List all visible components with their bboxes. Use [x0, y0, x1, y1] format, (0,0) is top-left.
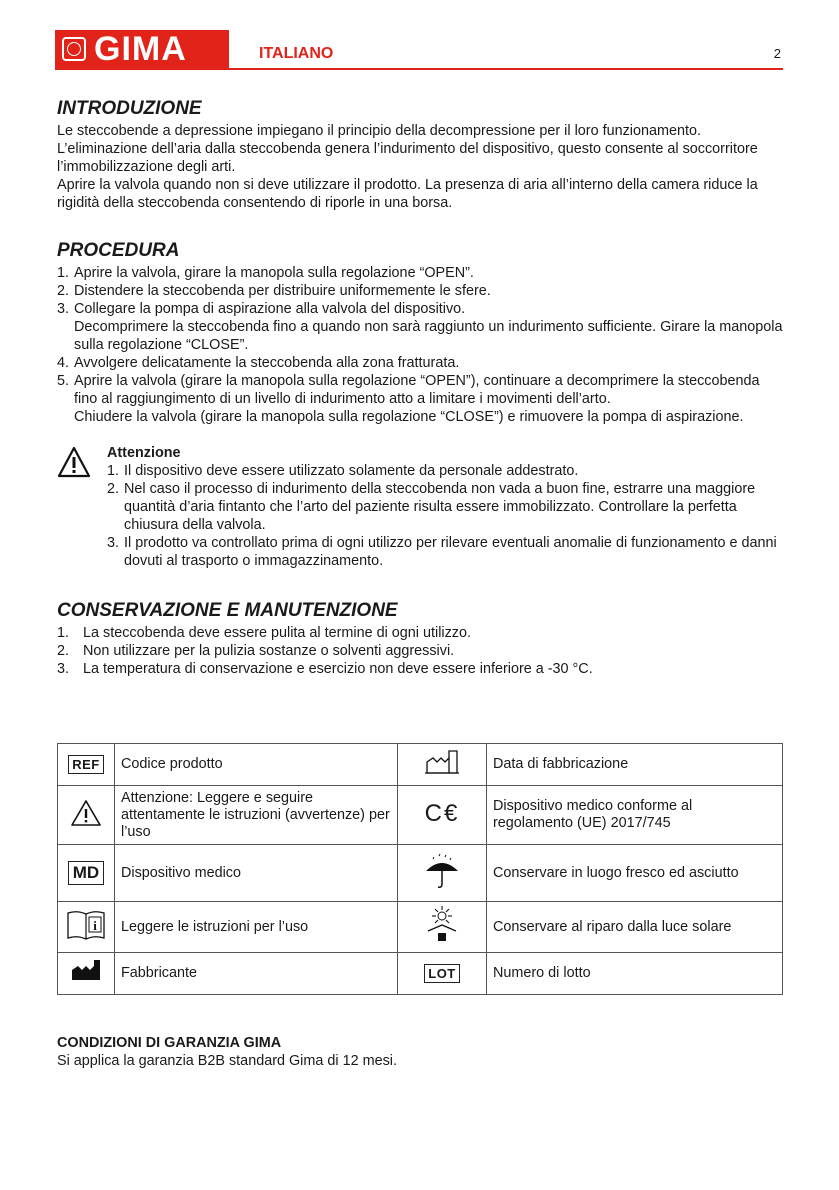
step-number: 5.	[57, 373, 70, 389]
document-body	[57, 98, 783, 678]
step-text: Aprire la valvola, girare la manopola sulla regolazione “OPEN”.	[74, 265, 474, 281]
intro-para-1: Le steccobende a depressione impiegano il principio della decompressione per il loro funzionamento. L’eliminazione dell’aria dalla steccobenda genera l’indurimento del dispositivo, questo consente al soccorritore l’immobilizzazione degli arti.	[57, 123, 758, 175]
step-number: 1.	[57, 265, 70, 281]
symbols-table	[57, 743, 783, 995]
maintenance-text: La steccobenda deve essere pulita al termine di ogni utilizzo.	[83, 625, 471, 641]
warning-number: 2.	[107, 481, 120, 497]
ce-mark-icon	[398, 786, 487, 845]
page-number: 2	[773, 46, 781, 61]
ref-symbol-icon	[58, 744, 115, 786]
lot-label: LOT	[424, 964, 460, 983]
warning-triangle-icon	[57, 444, 107, 570]
procedure-step	[57, 354, 783, 372]
symbol-description: Conservare in luogo fresco ed asciutto	[487, 845, 783, 902]
md-label: MD	[68, 861, 104, 885]
symbol-description: Dispositivo medico	[115, 845, 398, 902]
symbols-row	[58, 744, 783, 786]
logo-text: GIMA	[94, 30, 187, 68]
warning-text: Nel caso il processo di indurimento della steccobenda non vada a buon fine, estrarre una maggiore quantità d’aria fintanto che l’arto del paziente risulta essere immobilizzato. Controllare la perfetta chiusura della valvola.	[124, 481, 756, 533]
step-number: 3.	[57, 301, 70, 317]
warning-text: Il prodotto va controllato prima di ogni utilizzo per rilevare eventuali anomalie di funzionamento e danni dovuti al trasporto o immagazzinamento.	[124, 535, 777, 569]
symbols-row	[58, 902, 783, 953]
procedure-step	[57, 372, 783, 426]
manufacturer-icon	[58, 953, 115, 995]
maintenance-title: CONSERVAZIONE E MANUTENZIONE	[57, 600, 398, 621]
step-number: 2.	[57, 283, 70, 299]
step-text: Collegare la pompa di aspirazione alla valvola del dispositivo.	[74, 301, 466, 317]
step-text: Distendere la steccobenda per distribuire uniformemente le sfere.	[74, 283, 491, 299]
maintenance-item	[57, 660, 783, 678]
warranty-title: CONDIZIONI DI GARANZIA GIMA	[57, 1035, 282, 1051]
step-text: Avvolgere delicatamente la steccobenda alla zona fratturata.	[74, 355, 460, 371]
maintenance-text: La temperatura di conservazione e esercizio non deve essere inferiore a -30 °C.	[83, 661, 593, 677]
symbol-description: Attenzione: Leggere e seguire attentamente le istruzioni (avvertenze) per l’uso	[115, 786, 398, 845]
ref-label: REF	[68, 755, 104, 774]
intro-section	[57, 98, 783, 212]
maintenance-item	[57, 624, 783, 642]
instructions-book-icon	[58, 902, 115, 953]
symbols-row	[58, 953, 783, 995]
manufacture-date-icon	[398, 744, 487, 786]
maintenance-text: Non utilizzare per la pulizia sostanze o solventi aggressivi.	[83, 643, 455, 659]
step-number: 4.	[57, 355, 70, 371]
warning-item	[107, 462, 783, 480]
warranty-text: Si applica la garanzia B2B standard Gima di 12 mesi.	[57, 1053, 397, 1069]
maintenance-list	[57, 624, 783, 678]
maintenance-section	[57, 600, 783, 678]
step-extra-text: Decomprimere la steccobenda fino a quando non sarà raggiunto un indurimento sufficiente. Girare la manopola sulla regolazione “CLOSE”.	[74, 319, 783, 353]
procedure-step	[57, 264, 783, 282]
page-header	[55, 30, 783, 70]
step-extra-text: Chiudere la valvola (girare la manopola sulla regolazione “CLOSE”) e rimuovere la pompa di aspirazione.	[74, 409, 744, 425]
warning-item	[107, 534, 783, 570]
warning-list	[107, 462, 783, 570]
warning-number: 1.	[107, 463, 120, 479]
maintenance-number: 2.	[57, 643, 70, 659]
medical-device-icon	[58, 845, 115, 902]
language-label: ITALIANO	[259, 45, 334, 62]
warning-text: Il dispositivo deve essere utilizzato solamente da personale addestrato.	[124, 463, 579, 479]
warning-number: 3.	[107, 535, 120, 551]
intro-title: INTRODUZIONE	[57, 98, 202, 119]
caution-icon	[58, 786, 115, 845]
symbol-description: Codice prodotto	[115, 744, 398, 786]
procedure-title: PROCEDURA	[57, 240, 180, 261]
symbol-description: Leggere le istruzioni per l’uso	[115, 902, 398, 953]
symbol-description: Dispositivo medico conforme al regolamento (UE) 2017/745	[487, 786, 783, 845]
lot-symbol-icon	[398, 953, 487, 995]
intro-para-2: Aprire la valvola quando non si deve utilizzare il prodotto. La presenza di aria all’interno della camera riduce la rigidità della steccobenda consentendo di riporle in una borsa.	[57, 177, 758, 211]
procedure-step	[57, 282, 783, 300]
umbrella-icon	[398, 845, 487, 902]
warning-content	[107, 444, 783, 570]
procedure-list	[57, 264, 783, 426]
gima-seal-icon	[62, 37, 86, 61]
svg-text:i: i	[93, 917, 97, 933]
warranty-section	[57, 1034, 397, 1070]
symbol-description: Conservare al riparo dalla luce solare	[487, 902, 783, 953]
symbol-description: Data di fabbricazione	[487, 744, 783, 786]
gima-logo	[55, 30, 229, 68]
maintenance-item	[57, 642, 783, 660]
warning-item	[107, 480, 783, 534]
procedure-step	[57, 300, 783, 354]
warning-block	[57, 444, 783, 570]
procedure-section	[57, 240, 783, 426]
symbol-description: Fabbricante	[115, 953, 398, 995]
keep-away-sunlight-icon	[398, 902, 487, 953]
warning-title: Attenzione	[107, 445, 181, 461]
symbols-row	[58, 786, 783, 845]
symbol-description: Numero di lotto	[487, 953, 783, 995]
ce-label: C€	[424, 799, 460, 827]
maintenance-number: 3.	[57, 661, 70, 677]
header-rule	[55, 68, 783, 70]
symbols-row	[58, 845, 783, 902]
maintenance-number: 1.	[57, 625, 70, 641]
step-text: Aprire la valvola (girare la manopola sulla regolazione “OPEN”), continuare a decomprimere la steccobenda fino al raggiungimento di un livello di indurimento atto a limitare i movimenti dell’arto.	[74, 373, 760, 407]
